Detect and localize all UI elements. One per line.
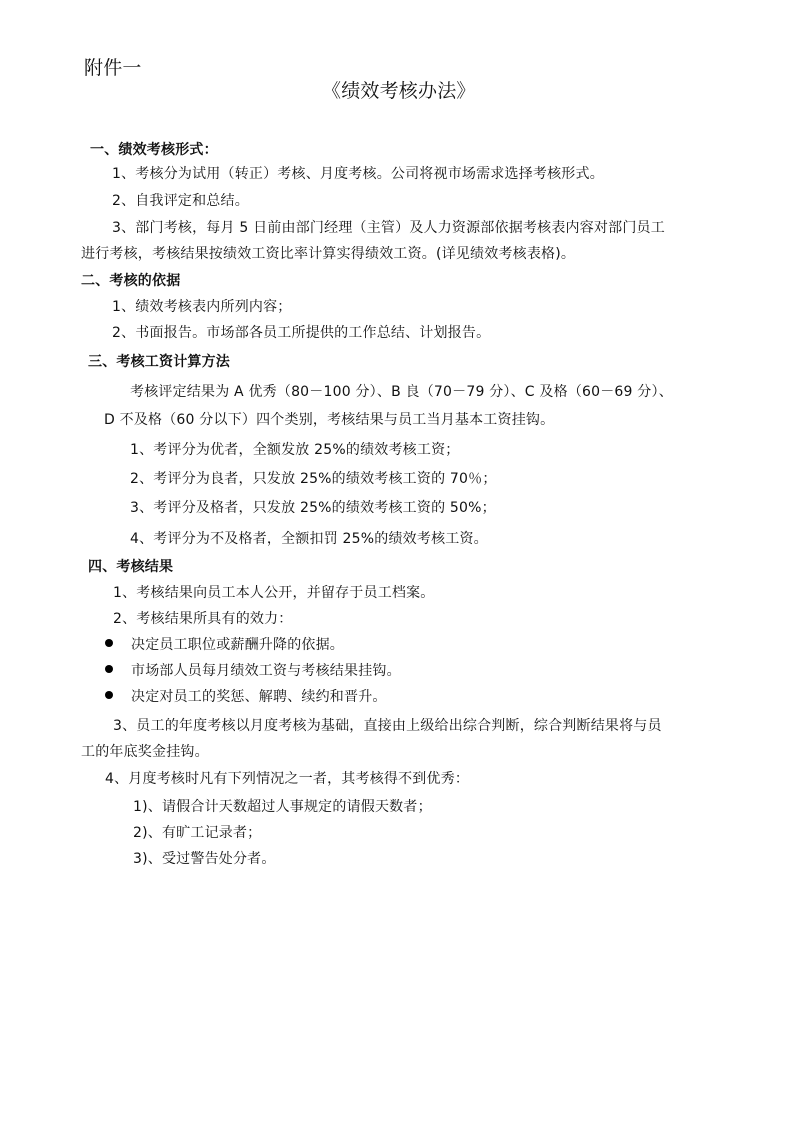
section-3-item-4: 4、考评分为不及格者，全额扣罚 25%的绩效考核工资。 (130, 531, 488, 547)
bullet-icon (105, 639, 113, 647)
section-1-item-2: 2、自我评定和总结。 (112, 193, 249, 209)
section-1-item-3-cont: 进行考核，考核结果按绩效工资比率计算实得绩效工资。(详见绩效考核表格)。 (81, 246, 576, 262)
section-3-intro-1: 考核评定结果为 A 优秀（80－100 分）、B 良（70－79 分）、C 及格（60－69 分）、 (130, 384, 673, 400)
section-4-item-4: 4、月度考核时凡有下列情况之一者，其考核得不到优秀： (105, 771, 470, 787)
section-3-item-2: 2、考评分为良者，只发放 25%的绩效考核工资的 70％； (130, 471, 497, 487)
bullet-text: 市场部人员每月绩效工资与考核结果挂钩。 (131, 663, 401, 679)
section-2-item-1: 1、绩效考核表内所列内容； (112, 299, 292, 315)
section-heading-4: 四、考核结果 (88, 559, 174, 575)
bullet-text: 决定员工职位或薪酬升降的依据。 (131, 637, 344, 653)
section-heading-2: 二、考核的依据 (81, 273, 181, 289)
section-heading-1: 一、绩效考核形式： (90, 142, 218, 158)
section-heading-3: 三、考核工资计算方法 (88, 354, 230, 370)
section-4-item-3: 3、员工的年度考核以月度考核为基础，直接由上级给出综合判断，综合判断结果将与员 (113, 718, 662, 734)
bullet-icon (105, 665, 113, 673)
bullet-item (105, 635, 344, 655)
section-3-item-1: 1、考评分为优者，全额发放 25%的绩效考核工资； (130, 442, 460, 458)
bullet-item (105, 661, 401, 681)
section-1-item-1: 1、考核分为试用（转正）考核、月度考核。公司将视市场需求选择考核形式。 (112, 166, 604, 182)
section-2-item-2: 2、书面报告。市场部各员工所提供的工作总结、计划报告。 (112, 325, 491, 341)
sub-item-2: 2)、有旷工记录者； (133, 825, 262, 841)
bullet-icon (105, 691, 113, 699)
bullet-item (105, 687, 387, 707)
bullet-text: 决定对员工的奖惩、解聘、续约和晋升。 (131, 689, 387, 705)
document-title: 《绩效考核办法》 (322, 80, 476, 102)
attachment-label: 附件一 (84, 57, 142, 79)
section-4-item-3-cont: 工的年底奖金挂钩。 (81, 744, 209, 760)
section-3-intro-2: D 不及格（60 分以下）四个类别，考核结果与员工当月基本工资挂钩。 (104, 412, 555, 428)
section-1-item-3: 3、部门考核，每月 5 日前由部门经理（主管）及人力资源部依据考核表内容对部门员工 (112, 220, 665, 236)
sub-item-1: 1)、请假合计天数超过人事规定的请假天数者； (133, 799, 432, 815)
sub-item-3: 3)、受过警告处分者。 (133, 851, 276, 867)
section-3-item-3: 3、考评分及格者，只发放 25%的绩效考核工资的 50%； (130, 500, 496, 516)
section-4-item-2: 2、考核结果所具有的效力： (113, 611, 293, 627)
section-4-item-1: 1、考核结果向员工本人公开，并留存于员工档案。 (113, 585, 435, 601)
